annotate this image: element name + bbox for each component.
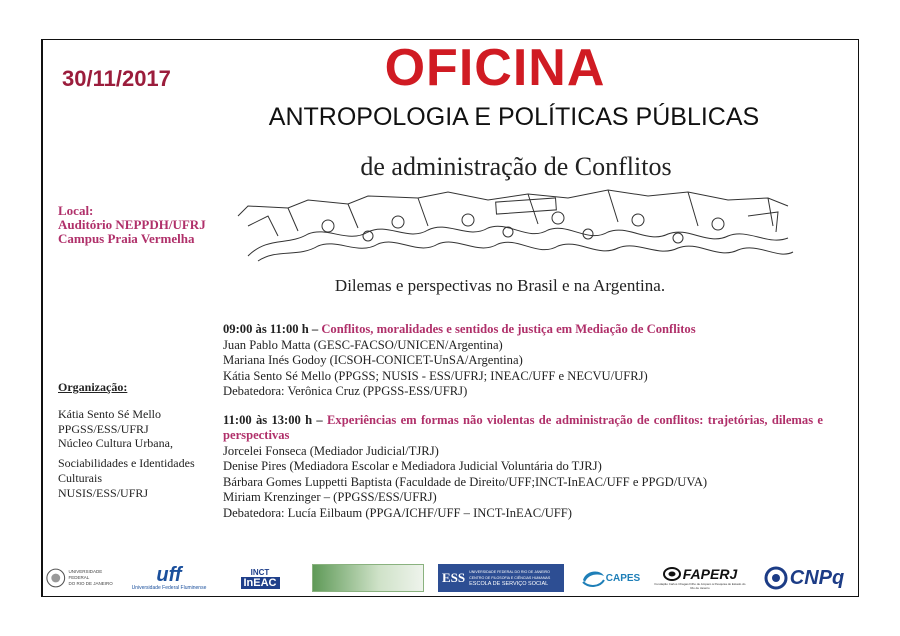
- poster-title: OFICINA: [384, 39, 606, 97]
- ufrj-crest-icon: [46, 563, 66, 593]
- session-2: [223, 413, 823, 522]
- organizer-line: Culturais: [58, 470, 102, 485]
- poster-subtitle-line2: de administração de Conflitos: [360, 152, 672, 181]
- organizer-line: PPGSS/ESS/UFRJ: [58, 421, 149, 436]
- cnpq-logo: CNPq: [754, 560, 854, 596]
- session-theme: Experiências em formas não violentas de administração de conflitos: trajetórias, dilemas e perspectivas: [223, 412, 823, 442]
- poster-subtitle: ANTROPOLOGIA E POLÍTICAS PÚBLICAS: [268, 103, 760, 131]
- debater-line: Debatedora: Verônica Cruz (PPGSS-ESS/UFRJ): [223, 384, 468, 398]
- cnpq-emblem-icon: [764, 566, 788, 590]
- poster-tagline: Dilemas e perspectivas no Brasil e na Argentina.: [334, 276, 666, 295]
- program-schedule: [223, 322, 823, 521]
- speaker-line: Bárbara Gomes Luppetti Baptista (Faculdade de Direito/UFF;INCT-InEAC/UFF e PPGD/UVA): [223, 474, 708, 489]
- sponsor-logos: [46, 560, 858, 596]
- organizer-line: Núcleo Cultura Urbana,: [58, 436, 173, 451]
- ufrj-logo: UNIVERSIDADE FEDERAL DO RIO DE JANEIRO: [46, 560, 118, 596]
- speaker-line: Denise Pires (Mediadora Escolar e Mediadora Judicial Voluntária do TJRJ): [223, 459, 602, 473]
- organization-block: [58, 380, 218, 501]
- session-theme: Conflitos, moralidades e sentidos de justiça em Mediação de Conflitos: [321, 322, 696, 336]
- faperj-logo: FAPERJ Fundação Carlos Chagas Filho de Amparo à Pesquisa do Estado do Rio de Janeiro: [654, 566, 746, 590]
- green-institution-logo: [312, 560, 424, 596]
- session-time: 09:00 às 11:00 h –: [223, 322, 319, 336]
- session-1: [223, 322, 823, 400]
- capes-swirl-icon: [580, 565, 606, 591]
- speaker-line: Juan Pablo Matta (GESC-FACSO/UNICEN/Argentina): [223, 337, 503, 352]
- ess-ufrj-logo: ESS UNIVERSIDADE FEDERAL DO RIO DE JANEIRO CENTRO DE FILOSOFIA E CIÊNCIAS HUMANAS ESCOLA DE SERVIÇO SOCIAL: [438, 560, 564, 596]
- organizer-line: Kátia Sento Sé Mello: [58, 406, 161, 421]
- venue-name: Auditório NEPPDH/UFRJ: [58, 217, 206, 232]
- organizer-line: Sociabilidades e Identidades: [58, 456, 195, 471]
- venue-block: [58, 204, 206, 246]
- inct-ineac-logo: INCT InEAC: [224, 560, 296, 596]
- capes-logo: CAPES: [570, 560, 650, 596]
- event-date: 30/11/2017: [62, 66, 171, 91]
- venue-campus: Campus Praia Vermelha: [58, 231, 195, 246]
- speaker-line: Jorcelei Fonseca (Mediador Judicial/TJRJ): [223, 443, 439, 458]
- debater-line: Debatedora: Lucía Eilbaum (PPGA/ICHF/UFF – INCT-InEAC/UFF): [223, 505, 572, 520]
- organization-heading: Organização:: [58, 380, 128, 394]
- session-time: 11:00 às 13:00 h –: [223, 412, 323, 427]
- speaker-line: Kátia Sento Sé Mello (PPGSS; NUSIS - ESS/UFRJ; INEAC/UFF e NECVU/UFRJ): [223, 368, 648, 383]
- speaker-line: Mariana Inés Godoy (ICSOH-CONICET-UnSA/Argentina): [223, 353, 523, 367]
- organizer-line: NUSIS/ESS/UFRJ: [58, 485, 149, 500]
- faperj-emblem-icon: [663, 567, 681, 581]
- speaker-line: Miriam Krenzinger – (PPGSS/ESS/UFRJ): [223, 490, 437, 504]
- venue-label: Local:: [58, 203, 94, 218]
- protest-crowd-illustration: [228, 186, 796, 266]
- uff-logo: uff Universidade Federal Fluminense: [131, 564, 207, 591]
